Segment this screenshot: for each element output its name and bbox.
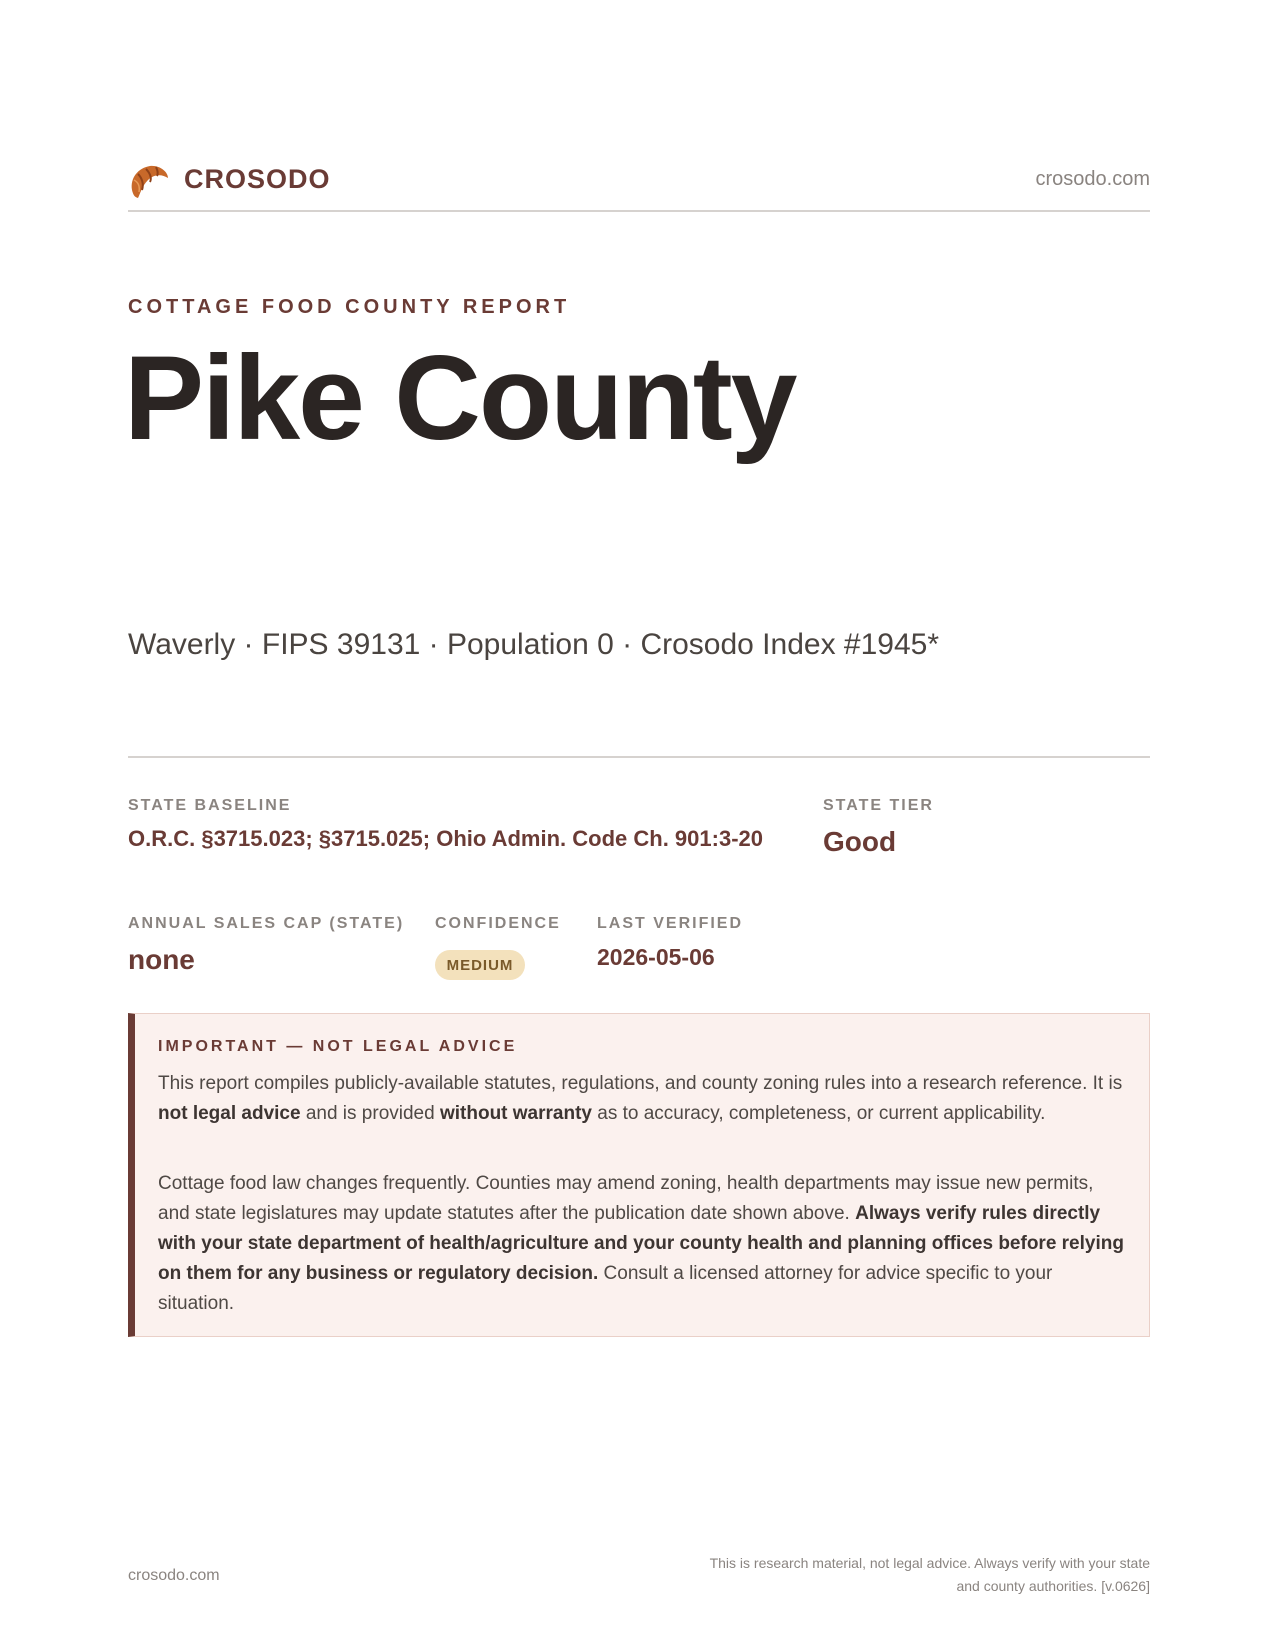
footer-url[interactable]: crosodo.com xyxy=(128,1567,220,1584)
croissant-icon xyxy=(128,160,170,200)
section-divider xyxy=(128,756,1150,758)
county-subtitle: Waverly · FIPS 39131 · Population 0 · Crosodo Index #1945* xyxy=(128,628,939,661)
footer-disclaimer xyxy=(590,1552,1150,1598)
last-verified-label: LAST VERIFIED xyxy=(597,915,744,932)
footer-disclaimer-line-2: and county authorities. [v.0626] xyxy=(956,1578,1150,1594)
report-eyebrow: COTTAGE FOOD COUNTY REPORT xyxy=(128,296,571,318)
footer-disclaimer-line-1: This is research material, not legal advice. Always verify with your state xyxy=(709,1555,1150,1571)
notice-title: IMPORTANT — NOT LEGAL ADVICE xyxy=(158,1038,518,1055)
page-title: Pike County xyxy=(124,331,796,465)
state-baseline-label: STATE BASELINE xyxy=(128,797,292,814)
state-tier-value: Good xyxy=(823,826,897,857)
site-url[interactable]: crosodo.com xyxy=(1035,168,1150,190)
last-verified-value: 2026-05-06 xyxy=(597,944,715,970)
sales-cap-label: ANNUAL SALES CAP (STATE) xyxy=(128,915,405,932)
page-header xyxy=(128,158,1150,210)
legal-notice xyxy=(128,1013,1150,1337)
confidence-label: CONFIDENCE xyxy=(435,915,561,932)
sales-cap-value: none xyxy=(128,944,195,975)
notice-paragraph-2: Cottage food law changes frequently. Counties may amend zoning, health departments may issue new permits, and state legislatures may update statutes after the publication date shown above. Always verify rules directly with your state department of health/agriculture and your county health and planning offices before relying on them for any business or regulatory decision. Consult a licensed attorney for advice specific to your situation. xyxy=(158,1173,1124,1314)
state-baseline-value: O.R.C. §3715.023; §3715.025; Ohio Admin. Code Ch. 901:3-20 xyxy=(128,826,763,851)
state-tier-label: STATE TIER xyxy=(823,797,934,814)
report-page xyxy=(124,0,1150,1650)
brand-name: CROSODO xyxy=(184,164,331,194)
confidence-badge: MEDIUM xyxy=(435,950,525,980)
notice-paragraph-1: This report compiles publicly-available statutes, regulations, and county zoning rules into a research reference. It is not legal advice and is provided without warranty as to accuracy, completeness, or current applicability. xyxy=(158,1073,1123,1124)
header-divider xyxy=(128,210,1150,212)
